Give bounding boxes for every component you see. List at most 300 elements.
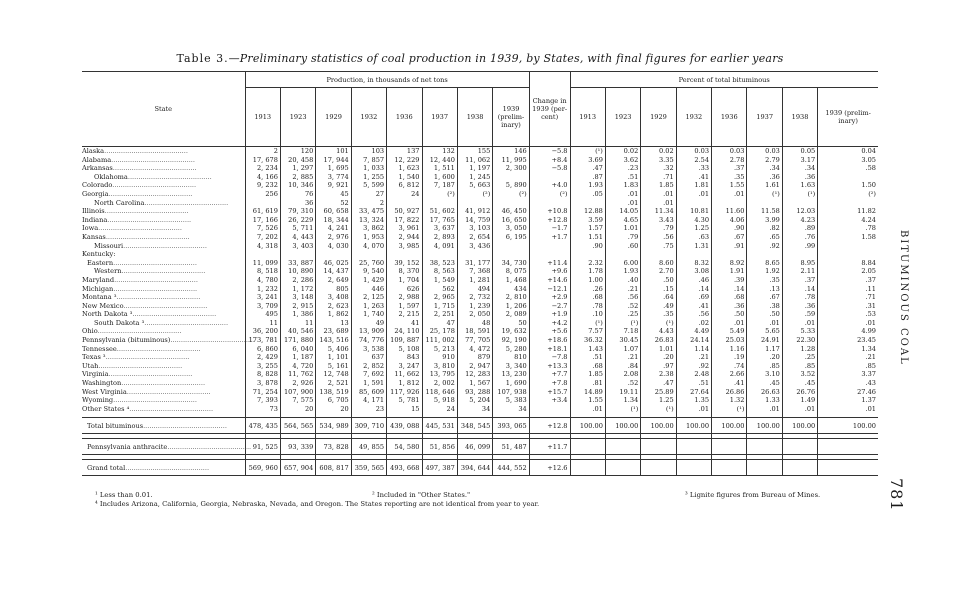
percent-value: .47 [641,379,676,388]
percent-value: 2.79 [747,156,782,165]
percent-value: 100.00 [747,418,782,434]
percent-value: .78 [782,293,817,302]
percent-value: .36 [782,302,817,311]
production-value: 33, 475 [351,207,386,216]
percent-value: 1.32 [712,396,747,405]
header-percent-year: 1923 [605,88,640,147]
state-label: Kansas [82,232,106,241]
percent-value: (¹) [605,405,640,414]
production-value: 626 [387,285,422,294]
production-value: 51, 856 [422,439,457,455]
percent-value: .36 [712,302,747,311]
production-value: 26, 229 [280,216,315,225]
production-value: 109, 887 [387,336,422,345]
table-row [82,405,878,414]
percent-value: .21 [605,353,640,362]
percent-value: .11 [818,285,878,294]
percent-value: 8.60 [641,259,676,268]
percent-value: .01 [605,199,640,208]
percent-value: 100.00 [712,418,747,434]
percent-value: 25.03 [712,336,747,345]
production-value: 3, 255 [245,362,280,371]
percent-value: .71 [641,173,676,182]
table-row [82,285,878,294]
header-production-year: 1938 [457,88,492,147]
production-value: 393, 065 [493,418,529,434]
change-value: −1.7 [529,224,570,233]
percent-value: .25 [605,310,640,319]
production-value: 910 [422,353,457,362]
production-value: 2 [351,199,386,208]
percent-value [712,460,747,476]
production-value: 111, 002 [422,336,457,345]
percent-value: .14 [712,285,747,294]
header-production-year: 1939 (prelim-inary) [493,88,529,147]
percent-value: .32 [641,164,676,173]
percent-value: 36.32 [570,336,605,345]
change-value: −7.8 [529,353,570,362]
production-value: 1, 281 [457,276,492,285]
production-value [493,199,529,208]
table-row [82,310,878,319]
production-value: 14, 759 [457,216,492,225]
production-value: 2, 654 [457,233,492,242]
production-value: 47 [422,319,457,328]
percent-value [676,199,711,208]
state-name: Georgia........................................ [82,190,245,199]
state-name: Missouri........................................ [82,242,245,251]
production-value: (²) [493,190,529,199]
state-label: North Dakota ³ [82,310,133,319]
production-value: 4, 166 [245,173,280,182]
percent-value: .41 [712,379,747,388]
production-value: 36, 200 [245,327,280,336]
percent-value: 4.24 [818,216,878,225]
percent-value: 1.85 [641,181,676,190]
production-value: 39, 152 [387,259,422,268]
percent-value [605,460,640,476]
percent-value: .01 [676,405,711,414]
percent-value: .82 [747,224,782,233]
production-value: 41 [387,319,422,328]
percent-value: .87 [570,173,605,182]
change-value: +12.8 [529,418,570,434]
state-name [82,250,245,259]
production-value: 137 [387,147,422,156]
production-value: 11, 662 [387,370,422,379]
production-value: 1, 297 [280,164,315,173]
percent-value: 6.00 [605,259,640,268]
production-value: 11, 995 [493,156,529,165]
percent-value: 1.78 [570,267,605,276]
running-head: BITUMINOUS COAL [898,230,909,366]
production-value: 1, 600 [422,173,457,182]
state-name: Tennessee........................................ [82,345,245,354]
state-label: Arkansas [82,164,113,173]
production-value: 7, 526 [245,224,280,233]
percent-value: 1.17 [747,345,782,354]
percent-value: 1.31 [676,242,711,251]
percent-value: 1.83 [605,181,640,190]
percent-value: 19.11 [605,388,640,397]
percent-value: 0.02 [605,147,640,156]
percent-value: .35 [712,173,747,182]
table-title [150,52,810,65]
production-value: 8, 518 [245,267,280,276]
state-name: West Virginia........................................ [82,388,245,397]
percent-value: 0.05 [782,147,817,156]
change-value: +18.6 [529,336,570,345]
state-label: Indiana [82,215,108,224]
percent-value [641,460,676,476]
percent-value [782,460,817,476]
percent-value: 8.84 [818,259,878,268]
production-value: 132 [422,147,457,156]
production-value: 4, 171 [351,396,386,405]
percent-value: 5.49 [712,327,747,336]
change-value: +2.9 [529,293,570,302]
percent-value: 2.48 [676,370,711,379]
production-value: 6, 195 [493,233,529,242]
percent-value: 1.55 [712,181,747,190]
production-value: 85, 609 [351,388,386,397]
percent-value [641,439,676,455]
percent-value [605,439,640,455]
change-value: +4.0 [529,181,570,190]
production-value: 8, 563 [422,267,457,276]
table-row [82,396,878,405]
percent-value: 24.91 [747,336,782,345]
percent-value: 5.33 [782,327,817,336]
state-name: Wyoming........................................ [82,396,245,405]
summary-name: Total bituminous........................................ [82,418,245,434]
percent-value: .75 [641,242,676,251]
state-label: Utah [82,361,99,370]
production-value: 38, 523 [422,259,457,268]
production-value: 3, 878 [245,379,280,388]
table-row [82,370,878,379]
state-label: Iowa [82,224,99,233]
percent-value: .14 [676,285,711,294]
page-number: 781 [887,478,906,512]
percent-value: .68 [570,362,605,371]
footnote-4: ⁴ Includes Arizona, California, Georgia, Nebraska, Nevada, and Oregon. The States reporting are not identical from year to year. [95,500,540,508]
percent-value: 1.01 [605,224,640,233]
production-value [493,250,529,259]
state-name: Maryland........................................ [82,276,245,285]
production-value: 256 [245,190,280,199]
table-row [82,181,878,190]
percent-value: 12.03 [782,207,817,216]
change-value: +7.8 [529,379,570,388]
production-value: 46, 450 [493,207,529,216]
percent-value [570,439,605,455]
percent-value: 3.17 [782,156,817,165]
production-value: 2, 089 [493,310,529,319]
percent-value: .79 [605,233,640,242]
table-row [82,319,878,328]
production-value: 17, 678 [245,156,280,165]
percent-value: 2.66 [712,370,747,379]
percent-value: .40 [605,276,640,285]
percent-value: .92 [676,362,711,371]
production-value: 879 [457,353,492,362]
change-value: +13.3 [529,362,570,371]
production-value: 446 [351,285,386,294]
production-value: 2, 893 [422,233,457,242]
percent-value: .01 [782,319,817,328]
percent-value: 1.16 [712,345,747,354]
production-value: 50, 927 [387,207,422,216]
percent-value: .01 [818,405,878,414]
production-value: 3, 103 [457,224,492,233]
percent-value: 3.10 [747,370,782,379]
state-name: Alabama........................................ [82,156,245,165]
state-label: Oklahoma [94,172,128,181]
production-value: 1, 540 [387,173,422,182]
production-value: 40, 546 [280,327,315,336]
change-value [529,173,570,182]
production-value: 2, 976 [316,233,351,242]
table-row [82,362,878,371]
percent-value: .01 [641,199,676,208]
percent-value: .01 [676,190,711,199]
percent-value: .51 [570,353,605,362]
production-value: 46, 099 [457,439,492,455]
production-value: 7, 368 [457,267,492,276]
percent-value: .37 [818,276,878,285]
summary-name: Pennsylvania anthracite........................................ [82,439,245,455]
percent-value: .56 [641,233,676,242]
percent-value: .59 [782,310,817,319]
production-value: 173, 781 [245,336,280,345]
percent-value: 3.43 [641,216,676,225]
table-row [82,379,878,388]
state-name: Pennsylvania (bituminous)........................................ [82,336,255,345]
table-row [82,302,878,311]
production-value: 24 [387,190,422,199]
percent-value: 1.34 [818,345,878,354]
table-row [82,267,878,276]
percent-value: 11.82 [818,207,878,216]
percent-value [747,199,782,208]
state-label: Missouri [94,241,124,250]
production-value: 71, 254 [245,388,280,397]
percent-value: .97 [641,362,676,371]
percent-value: 2.11 [782,267,817,276]
production-value: 1, 690 [493,379,529,388]
percent-value: 1.00 [570,276,605,285]
percent-value: 3.08 [676,267,711,276]
percent-value: 11.34 [641,207,676,216]
header-production-year: 1923 [280,88,315,147]
production-value: 3, 709 [245,302,280,311]
percent-value: .14 [782,285,817,294]
summary-row [82,418,878,434]
production-value [493,242,529,251]
production-value: 45 [316,190,351,199]
production-value: 5, 781 [387,396,422,405]
production-value: 4, 030 [316,242,351,251]
production-value: 24 [422,405,457,414]
percent-value: .26 [570,285,605,294]
percent-value: 5.65 [747,327,782,336]
state-name: North Dakota ³........................................ [82,310,245,319]
production-value: 50 [493,319,529,328]
production-value: 494 [457,285,492,294]
production-value [316,250,351,259]
state-name: Washington........................................ [82,379,245,388]
production-value: 76 [280,190,315,199]
percent-value: .39 [712,276,747,285]
percent-value: 26.86 [712,388,747,397]
production-value: 103 [351,147,386,156]
production-value: 20 [316,405,351,414]
state-label: Eastern [87,258,114,267]
percent-value: .53 [818,310,878,319]
production-value [351,250,386,259]
production-value: 1, 567 [457,379,492,388]
percent-value: (¹) [712,405,747,414]
percent-value: .63 [676,233,711,242]
production-value: 79, 310 [280,207,315,216]
production-value: 143, 516 [316,336,351,345]
percent-value: (²) [818,190,878,199]
state-name: Eastern........................................ [82,259,245,268]
production-value: 2, 215 [387,310,422,319]
production-value: 13, 230 [493,370,529,379]
change-value: +1.9 [529,310,570,319]
header-percent-year: 1936 [712,88,747,147]
table-label: Table 3. [176,52,229,65]
production-value: 3, 247 [387,362,422,371]
percent-value: 3.35 [641,156,676,165]
production-value: 309, 710 [351,418,386,434]
percent-value: .76 [782,233,817,242]
state-label: Illinois [82,207,105,216]
state-label: Virginia [82,370,109,379]
production-value: 444, 552 [493,460,529,476]
percent-value: .01 [712,190,747,199]
percent-value [712,250,747,259]
production-value: 5, 383 [493,396,529,405]
state-label: Maryland [82,275,115,284]
summary-row [82,460,878,476]
percent-value: 2.05 [818,267,878,276]
production-value: 2, 732 [457,293,492,302]
state-name: North Carolina........................................ [82,199,245,208]
state-label: Michigan [82,284,114,293]
percent-value [676,460,711,476]
percent-value: .56 [676,310,711,319]
percent-value: .81 [570,379,605,388]
production-value: 52 [316,199,351,208]
percent-value: .68 [712,293,747,302]
production-value: 93, 339 [280,439,315,455]
change-value: +5.6 [529,327,570,336]
production-value: 4, 443 [280,233,315,242]
percent-value: 7.18 [605,327,640,336]
production-value: 23, 689 [316,327,351,336]
table-row [82,216,878,225]
state-name: Utah........................................ [82,362,245,371]
percent-value: .92 [747,242,782,251]
production-value: 4, 720 [280,362,315,371]
table-title-text: —Preliminary statistics of coal production in 1939, by States, with final figures for earlier years [228,52,784,65]
production-value: 1, 245 [457,173,492,182]
production-value: 48 [457,319,492,328]
footnote-1: ¹ Less than 0.01. [95,491,153,499]
state-label: Other States ⁴ [82,404,130,413]
production-value: 2, 125 [351,293,386,302]
production-value: 1, 704 [387,276,422,285]
percent-value: 3.69 [570,156,605,165]
production-value: 1, 715 [422,302,457,311]
percent-value: 1.07 [605,345,640,354]
production-value: 93, 288 [457,388,492,397]
percent-value: 10.81 [676,207,711,216]
percent-value: .43 [818,379,878,388]
percent-value: .60 [605,242,640,251]
production-value: 1, 953 [351,233,386,242]
production-value: 61, 619 [245,207,280,216]
production-value: 2, 965 [422,293,457,302]
state-name: Other States ⁴........................................ [82,405,245,414]
percent-value: 27.46 [818,388,878,397]
summary-label: Pennsylvania anthracite [87,442,168,451]
percent-value: 22.30 [782,336,817,345]
coal-production-table [82,71,878,476]
percent-value: .41 [676,302,711,311]
production-value [457,250,492,259]
state-name: Indiana........................................ [82,216,245,225]
production-value: 17, 944 [316,156,351,165]
summary-name: Grand total........................................ [82,460,245,476]
table-row [82,233,878,242]
change-value: +4.2 [529,319,570,328]
state-label: North Carolina [94,198,145,207]
production-value: 146 [493,147,529,156]
percent-value: .69 [676,293,711,302]
change-value: +12.6 [529,460,570,476]
percent-value [818,439,878,455]
production-value: 497, 387 [422,460,457,476]
production-value: 107, 938 [493,388,529,397]
percent-value: .45 [782,379,817,388]
production-value: 3, 961 [387,224,422,233]
percent-value: 8.32 [676,259,711,268]
production-value: 77, 705 [457,336,492,345]
percent-value: .01 [641,190,676,199]
production-value: 1, 511 [422,164,457,173]
state-label: Georgia [82,189,109,198]
change-value: +12.8 [529,216,570,225]
production-value: 12, 229 [387,156,422,165]
state-name: Alaska........................................ [82,147,245,156]
percent-value: .35 [641,310,676,319]
production-value: 805 [316,285,351,294]
production-value: 18, 591 [457,327,492,336]
production-value: 2, 300 [493,164,529,173]
percent-value [747,250,782,259]
production-value: 117, 926 [387,388,422,397]
percent-value: .34 [747,164,782,173]
table-row [82,164,878,173]
percent-value: 1.50 [818,181,878,190]
production-value: 11, 099 [245,259,280,268]
production-value: 3, 148 [280,293,315,302]
percent-value [570,250,605,259]
